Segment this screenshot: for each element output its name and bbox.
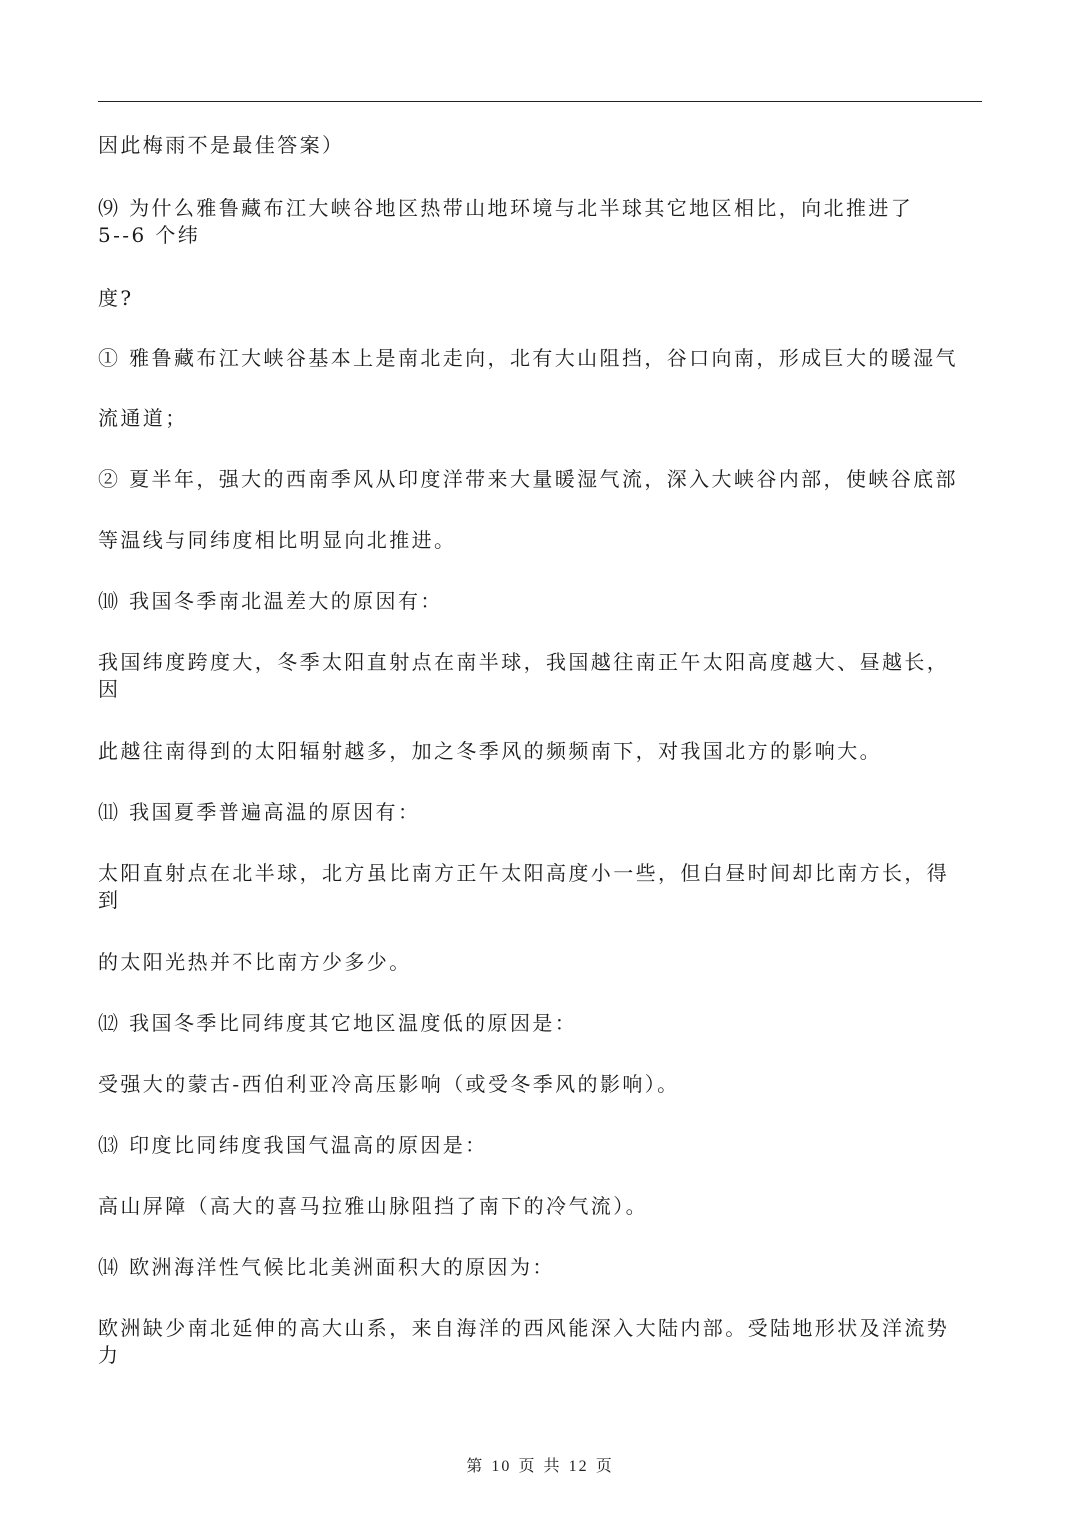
answer-10-line-2: 因 <box>98 677 121 701</box>
question-9-end: 度? <box>98 286 134 310</box>
answer-9-point-1-cont: 流通道； <box>98 406 188 430</box>
question-14: ⒁ 欧洲海洋性气候比北美洲面积大的原因为： <box>98 1255 555 1279</box>
answer-10-line-3: 此越往南得到的太阳辐射越多，加之冬季风的频频南下，对我国北方的影响大。 <box>98 739 882 763</box>
question-9: ⑼ 为什么雅鲁藏布江大峡谷地区热带山地环境与北半球其它地区相比，向北推进了 <box>98 196 914 220</box>
answer-14-line-2: 力 <box>98 1343 121 1367</box>
question-12: ⑿ 我国冬季比同纬度其它地区温度低的原因是： <box>98 1011 578 1035</box>
footer-page-number: 10 <box>491 1458 512 1475</box>
question-13: ⒀ 印度比同纬度我国气温高的原因是： <box>98 1133 488 1157</box>
footer-prefix: 第 <box>466 1456 485 1475</box>
answer-10-line-1: 我国纬度跨度大，冬季太阳直射点在南半球，我国越往南正午太阳高度越大、昼越长， <box>98 650 950 674</box>
answer-13: 高山屏障（高大的喜马拉雅山脉阻挡了南下的冷气流）。 <box>98 1194 648 1218</box>
header-rule <box>98 101 982 102</box>
question-11: ⑾ 我国夏季普遍高温的原因有： <box>98 800 421 824</box>
answer-9-point-1: ① 雅鲁藏布江大峡谷基本上是南北走向，北有大山阻挡，谷口向南，形成巨大的暖湿气 <box>98 346 958 370</box>
question-10: ⑽ 我国冬季南北温差大的原因有： <box>98 589 443 613</box>
answer-11-line-2: 到 <box>98 888 121 912</box>
answer-9-point-2: ② 夏半年，强大的西南季风从印度洋带来大量暖湿气流，深入大峡谷内部，使峡谷底部 <box>98 467 958 491</box>
answer-12: 受强大的蒙古-西伯利亚冷高压影响（或受冬季风的影响）。 <box>98 1072 680 1096</box>
page-footer <box>0 1453 1080 1476</box>
answer-14-line-1: 欧洲缺少南北延伸的高大山系，来自海洋的西风能深入大陆内部。受陆地形状及洋流势 <box>98 1316 950 1340</box>
footer-middle: 页 共 <box>518 1456 562 1475</box>
answer-11-line-1: 太阳直射点在北半球，北方虽比南方正午太阳高度小一些，但白昼时间却比南方长，得 <box>98 861 950 885</box>
footer-suffix: 页 <box>595 1456 614 1475</box>
answer-9-point-2-cont: 等温线与同纬度相比明显向北推进。 <box>98 528 457 552</box>
footer-total-pages: 12 <box>568 1458 589 1475</box>
paragraph-1: 因此梅雨不是最佳答案） <box>98 133 345 157</box>
question-9-cont: 5--6 个纬 <box>98 223 201 247</box>
answer-11-line-3: 的太阳光热并不比南方少多少。 <box>98 950 412 974</box>
